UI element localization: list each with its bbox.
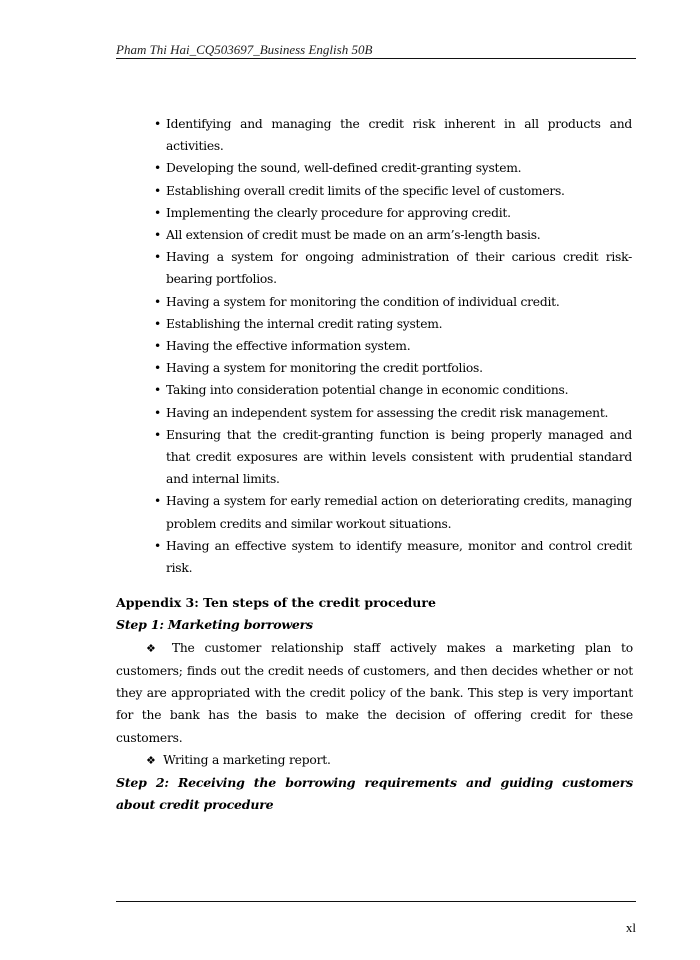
step1-paragraph [116,637,633,749]
step1-item [116,749,633,772]
bullet-text: Identifying and managing the credit risk inherent in all products and activities. [166,117,632,154]
bullet-item [154,157,632,179]
bullet-text: Having an effective system to identify measure, monitor and control credit risk. [166,538,632,576]
running-header: Pham Thi Hai_CQ503697_Business English 50B [116,42,373,57]
bullet-text: Having the effective information system. [166,339,411,354]
bullet-text: Developing the sound, well-defined credit-granting system. [166,161,522,176]
bullet-list [154,113,632,579]
step1-item-text: Writing a marketing report. [163,752,331,767]
bullet-dot-icon: • [154,250,162,265]
bullet-item [154,180,632,202]
bullet-item [154,424,632,491]
bullet-dot-icon: • [154,205,162,220]
bullet-dot-icon: • [154,405,162,420]
body-text [116,592,633,817]
bullet-dot-icon: • [154,228,162,243]
bullet-text: Establishing the internal credit rating system. [166,316,443,331]
bullet-item [154,291,632,313]
bullet-item [154,490,632,534]
bullet-dot-icon: • [154,117,162,131]
page-number: xl [625,920,636,935]
bullet-item [154,535,632,579]
bullet-text: Having a system for monitoring the credit portfolios. [166,361,483,376]
bullet-dot-icon: • [154,161,162,176]
bullet-item [154,202,632,224]
bullet-text: Having a system for ongoing administration of their carious credit risk-bearing portfolios. [166,250,632,287]
step1-title: Step 1: Marketing borrowers [116,617,313,633]
bullet-dot-icon: • [154,183,162,198]
diamond-bullet-icon: ❖ [146,753,156,767]
appendix-heading: Appendix 3: Ten steps of the credit procedure [116,595,436,610]
step2-title: Step 2: Receiving the borrowing requirements and guiding customers about credit procedure [116,775,633,813]
bullet-text: Establishing overall credit limits of the specific level of customers. [166,183,565,198]
bullet-dot-icon: • [154,383,162,398]
bullet-item [154,246,632,290]
bullet-dot-icon: • [154,427,162,442]
bullet-text: Having a system for monitoring the condition of individual credit. [166,294,560,309]
bullet-dot-icon: • [154,494,162,509]
bullet-text: Having a system for early remedial action on deteriorating credits, managing problem credits and similar workout situations. [166,494,632,531]
bullet-item [154,357,632,379]
bullet-dot-icon: • [154,538,162,553]
step1-paragraph-text: The customer relationship staff actively makes a marketing plan to customers; finds out the credit needs of customers, and then decides whether or not they are appropriated with the credit policy of the bank. This step is very important for the bank has the basis to make the decision of offering credit for these customers. [116,640,634,745]
bullet-text: Ensuring that the credit-granting function is being properly managed and that credit exposures are within levels consistent with prudential standard and internal limits. [166,427,632,487]
bullet-item [154,379,632,401]
header-rule [116,58,636,59]
bullet-dot-icon: • [154,294,162,309]
bullet-item [154,113,632,157]
bullet-item [154,313,632,335]
bullet-dot-icon: • [154,339,162,354]
footer-rule [116,901,636,902]
bullet-text: Implementing the clearly procedure for approving credit. [166,205,511,220]
bullet-dot-icon: • [154,316,162,331]
diamond-bullet-icon: ❖ [146,641,162,655]
bullet-text: Taking into consideration potential change in economic conditions. [166,383,569,398]
bullet-text: All extension of credit must be made on an arm’s-length basis. [166,228,541,243]
bullet-text: Having an independent system for assessing the credit risk management. [166,405,609,420]
bullet-item [154,224,632,246]
bullet-dot-icon: • [154,361,162,376]
bullet-item [154,335,632,357]
bullet-item [154,402,632,424]
